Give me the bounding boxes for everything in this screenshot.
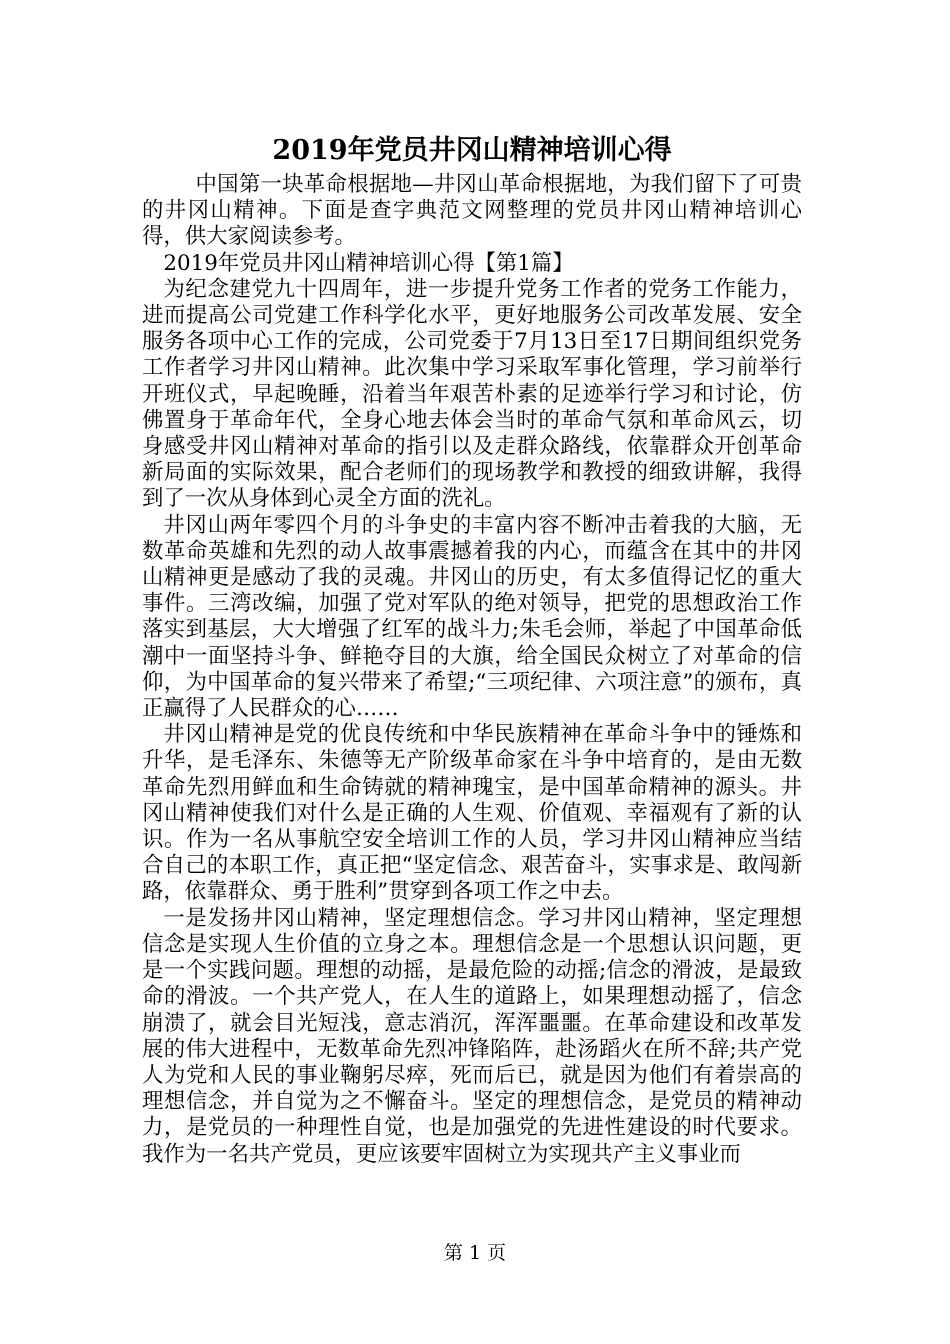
intro-paragraph: 中国第一块革命根据地—井冈山革命根据地，为我们留下了可贵的井冈山精神。下面是查字典范文网整理的党员井冈山精神培训心得，供大家阅读参考。 (142, 172, 802, 250)
body-paragraph: 一是发扬井冈山精神，坚定理想信念。学习井冈山精神，坚定理想信念是实现人生价值的立身之本。理想信念是一个思想认识问题，更是一个实践问题。理想的动摇，是最危险的动摇;信念的滑波，是最致命的滑波。一个共产党人，在人生的道路上，如果理想动摇了，信念崩溃了，就会目光短浅，意志消沉，浑浑噩噩。在革命建设和改革发展的伟大进程中，无数革命先烈冲锋陷阵，赴汤蹈火在所不辞;共产党人为党和人民的事业鞠躬尽瘁，死而后已，就是因为他们有着崇高的理想信念，并自觉为之不懈奋斗。坚定的理想信念，是党员的精神动力，是党员的一种理性自觉，也是加强党的先进性建设的时代要求。我作为一名共产党员，更应该要牢固树立为实现共产主义事业而 (142, 905, 802, 1167)
body-paragraph: 井冈山精神是党的优良传统和中华民族精神在革命斗争中的锤炼和升华，是毛泽东、朱德等无产阶级革命家在斗争中培育的，是由无数革命先烈用鲜血和生命铸就的精神瑰宝，是中国革命精神的源头。井冈山精神使我们对什么是正确的人生观、价值观、幸福观有了新的认识。作为一名从事航空安全培训工作的人员，学习井冈山精神应当结合自己的本职工作，真正把“坚定信念、艰苦奋斗，实事求是、敢闯新路，依靠群众、勇于胜利”贯穿到各项工作之中去。 (142, 722, 802, 905)
body-paragraph: 为纪念建党九十四周年，进一步提升党务工作者的党务工作能力，进而提高公司党建工作科学化水平，更好地服务公司改革发展、安全服务各项中心工作的完成，公司党委于7月13日至17日期间组织党务工作者学习井冈山精神。此次集中学习采取军事化管理，学习前举行开班仪式，早起晚睡，沿着当年艰苦朴素的足迹举行学习和讨论，仿佛置身于革命年代，全身心地去体会当时的革命气氛和革命风云，切身感受井冈山精神对革命的指引以及走群众路线，依靠群众开创革命新局面的实际效果，配合老师们的现场教学和教授的细致讲解，我得到了一次从身体到心灵全方面的洗礼。 (142, 276, 802, 512)
document-body (142, 132, 802, 1168)
document-title: 2019年党员井冈山精神培训心得 (272, 135, 672, 166)
body-paragraph: 井冈山两年零四个月的斗争史的丰富内容不断冲击着我的大脑，无数革命英雄和先烈的动人故事震撼着我的内心，而蕴含在其中的井冈山精神更是感动了我的灵魂。井冈山的历史，有太多值得记忆的重大事件。三湾改编，加强了党对军队的绝对领导，把党的思想政治工作落实到基层，大大增强了红军的战斗力;朱毛会师，举起了中国革命低潮中一面坚持斗争、鲜艳夺目的大旗，给全国民众树立了对革命的信仰，为中国革命的复兴带来了希望;“三项纪律、六项注意”的颁布，真正赢得了人民群众的心…… (142, 512, 802, 722)
section-heading: 2019年党员井冈山精神培训心得【第1篇】 (163, 250, 574, 276)
page-number-footer: 第 1 页 (443, 1242, 507, 1264)
